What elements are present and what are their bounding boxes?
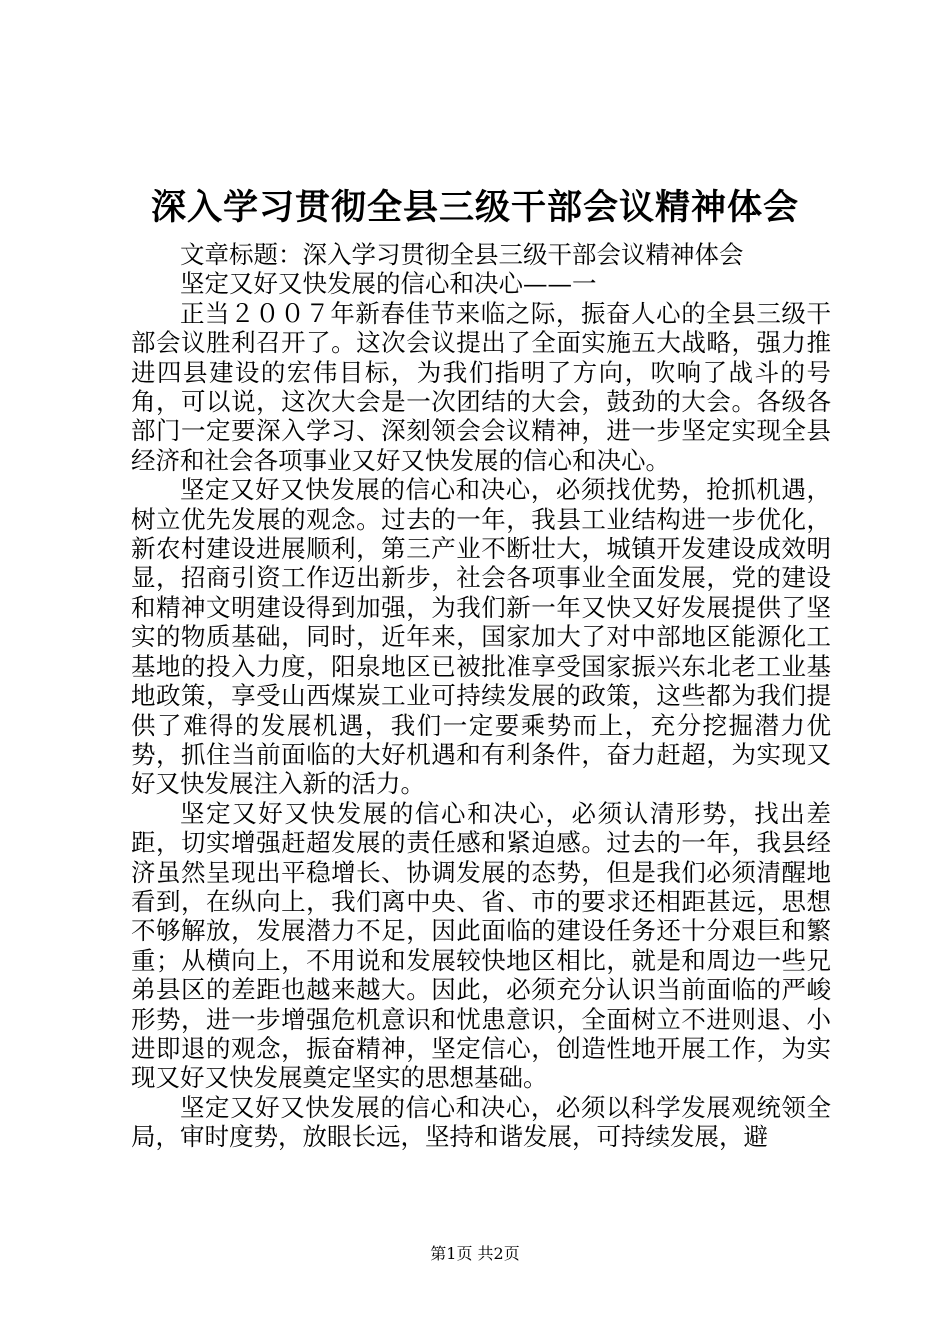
document-body bbox=[131, 240, 831, 1152]
article-title-line: 文章标题：深入学习贯彻全县三级干部会议精神体会 bbox=[180, 240, 744, 269]
document-title: 深入学习贯彻全县三级干部会议精神体会 bbox=[150, 187, 799, 228]
paragraph-4: 坚定又好又快发展的信心和决心，必须以科学发展观统领全局，审时度势，放眼长远，坚持和谐发展，可持续发展，避 bbox=[131, 1092, 831, 1152]
page-footer: 第1页 共2页 bbox=[430, 1244, 520, 1263]
paragraph-3: 坚定又好又快发展的信心和决心，必须认清形势，找出差距，切实增强赶超发展的责任感和紧迫感。过去的一年，我县经济虽然呈现出平稳增长、协调发展的态势，但是我们必须清醒地看到，在纵向上，我们离中央、省、市的要求还相距甚远，思想不够解放，发展潜力不足，因此面临的建设任务还十分艰巨和繁重；从横向上，不用说和发展较快地区相比，就是和周边一些兄弟县区的差距也越来越大。因此，必须充分认识当前面临的严峻形势，进一步增强危机意识和忧患意识，全面树立不进则退、小进即退的观念，振奋精神，坚定信心，创造性地开展工作，为实现又好又快发展奠定坚实的思想基础。 bbox=[131, 798, 831, 1093]
paragraph-1: 正当２００７年新春佳节来临之际，振奋人心的全县三级干部会议胜利召开了。这次会议提出了全面实施五大战略，强力推进四县建设的宏伟目标，为我们指明了方向，吹响了战斗的号角，可以说，这次大会是一次团结的大会，鼓劲的大会。各级各部门一定要深入学习、深刻领会会议精神，进一步坚定实现全县经济和社会各项事业又好又快发展的信心和决心。 bbox=[131, 298, 831, 475]
subtitle-line: 坚定又好又快发展的信心和决心——一 bbox=[180, 269, 597, 299]
paragraph-2: 坚定又好又快发展的信心和决心，必须找优势，抢抓机遇，树立优先发展的观念。过去的一年，我县工业结构进一步优化，新农村建设进展顺利，第三产业不断壮大，城镇开发建设成效明显，招商引资工作迈出新步，社会各项事业全面发展，党的建设和精神文明建设得到加强，为我们新一年又快又好发展提供了坚实的物质基础，同时，近年来，国家加大了对中部地区能源化工基地的投入力度，阳泉地区已被批准享受国家振兴东北老工业基地政策，享受山西煤炭工业可持续发展的政策，这些都为我们提供了难得的发展机遇，我们一定要乘势而上，充分挖掘潜力优势，抓住当前面临的大好机遇和有利条件，奋力赶超，为实现又好又快发展注入新的活力。 bbox=[131, 475, 831, 799]
